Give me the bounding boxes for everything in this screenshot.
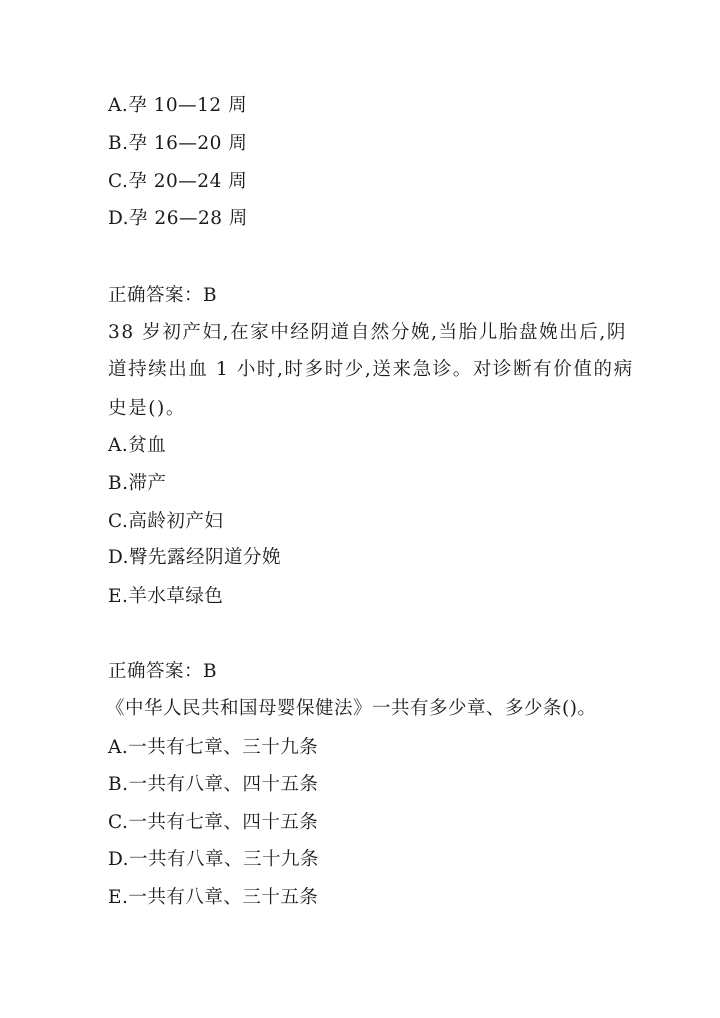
option-c: C.高龄初产妇 bbox=[108, 511, 224, 532]
option-b: B.孕 16—20 周 bbox=[108, 133, 248, 154]
option-a: A.孕 10—12 周 bbox=[108, 95, 248, 116]
option-e: E.一共有八章、三十五条 bbox=[108, 887, 319, 908]
option-d: D.一共有八章、三十九条 bbox=[108, 849, 320, 870]
option-c: C.一共有七章、四十五条 bbox=[108, 812, 319, 833]
option-b: B.一共有八章、四十五条 bbox=[108, 774, 319, 795]
option-d: D.臀先露经阴道分娩 bbox=[108, 547, 282, 568]
question-stem: 《中华人民共和国母婴保健法》一共有多少章、多少条()。 bbox=[106, 698, 597, 719]
option-d: D.孕 26—28 周 bbox=[108, 208, 248, 229]
question-stem-line: 史是()。 bbox=[108, 398, 186, 419]
option-c: C.孕 20—24 周 bbox=[108, 171, 248, 192]
question-stem-line: 道持续出血 1 小时,时多时少,送来急诊。对诊断有价值的病 bbox=[108, 359, 634, 380]
option-e: E.羊水草绿色 bbox=[108, 586, 224, 607]
answer-label: 正确答案：B bbox=[108, 285, 218, 306]
option-b: B.滞产 bbox=[108, 473, 167, 494]
option-a: A.贫血 bbox=[108, 435, 167, 456]
option-a: A.一共有七章、三十九条 bbox=[108, 737, 319, 758]
answer-label: 正确答案：B bbox=[108, 661, 218, 682]
question-stem-line: 38 岁初产妇,在家中经阴道自然分娩,当胎儿胎盘娩出后,阴 bbox=[108, 322, 627, 343]
